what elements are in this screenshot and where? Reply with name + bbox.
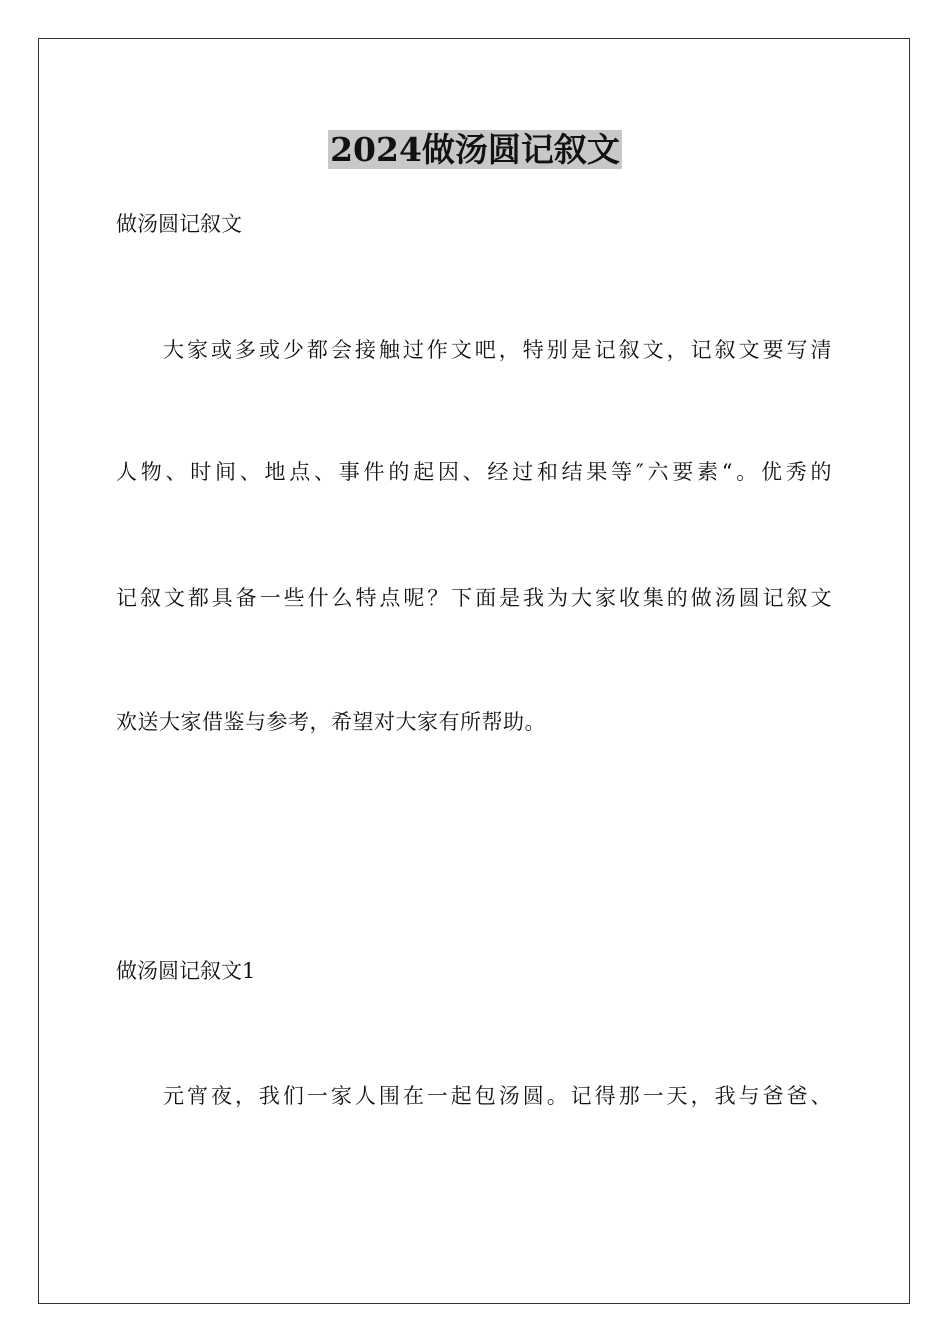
paragraph-line: 记叙文都具备一些什么特点呢？下面是我为大家收集的做汤圆记叙文 xyxy=(116,586,832,610)
paragraph-line: 人物、时间、地点、事件的起因、经过和结果等″六要素“。优秀的 xyxy=(116,460,832,484)
paragraph-line: 大家或多或少都会接触过作文吧，特别是记叙文，记叙文要写清 xyxy=(163,338,832,362)
subtitle: 做汤圆记叙文 xyxy=(116,212,242,236)
paragraph-line: 元宵夜，我们一家人围在一起包汤圆。记得那一天，我与爸爸、 xyxy=(163,1084,832,1108)
paragraph-line: 欢送大家借鉴与参考，希望对大家有所帮助。 xyxy=(116,710,546,734)
title-highlight: 2024做汤圆记叙文 xyxy=(330,130,620,169)
document-title xyxy=(0,126,950,174)
section-heading: 做汤圆记叙文1 xyxy=(116,959,256,983)
